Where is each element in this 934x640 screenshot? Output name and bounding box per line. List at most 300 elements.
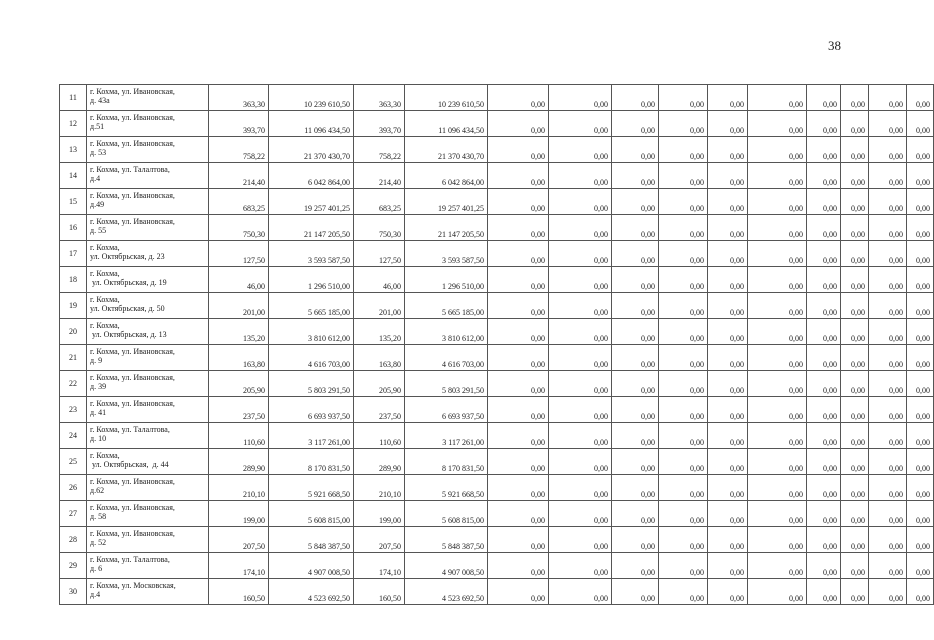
zero-value-cell: 0,00 [612, 501, 659, 527]
address-cell: г. Кохма, ул. Октябрьская, д. 50 [87, 293, 209, 319]
zero-value-cell: 0,00 [869, 267, 907, 293]
address-cell: г. Кохма, ул. Ивановская, д. 55 [87, 215, 209, 241]
zero-value-cell: 0,00 [807, 449, 841, 475]
cost-cell-2: 6 693 937,50 [405, 397, 488, 423]
area-cell-2: 683,25 [354, 189, 405, 215]
zero-value-cell: 0,00 [708, 215, 748, 241]
zero-value-cell: 0,00 [748, 423, 807, 449]
zero-value-cell: 0,00 [549, 501, 612, 527]
area-cell: 199,00 [209, 501, 269, 527]
zero-value-cell: 0,00 [488, 267, 549, 293]
area-cell-2: 174,10 [354, 553, 405, 579]
zero-value-cell: 0,00 [659, 111, 708, 137]
zero-value-cell: 0,00 [807, 553, 841, 579]
area-cell: 214,40 [209, 163, 269, 189]
zero-value-cell: 0,00 [612, 579, 659, 605]
zero-value-cell: 0,00 [488, 111, 549, 137]
zero-value-cell: 0,00 [841, 189, 869, 215]
zero-value-cell: 0,00 [907, 241, 934, 267]
cost-cell: 19 257 401,25 [269, 189, 354, 215]
area-cell: 205,90 [209, 371, 269, 397]
zero-value-cell: 0,00 [907, 527, 934, 553]
zero-value-cell: 0,00 [708, 137, 748, 163]
row-number: 27 [60, 501, 87, 527]
area-cell-2: 163,80 [354, 345, 405, 371]
zero-value-cell: 0,00 [659, 397, 708, 423]
zero-value-cell: 0,00 [869, 553, 907, 579]
zero-value-cell: 0,00 [708, 475, 748, 501]
table-row [60, 267, 934, 293]
zero-value-cell: 0,00 [708, 111, 748, 137]
zero-value-cell: 0,00 [708, 345, 748, 371]
zero-value-cell: 0,00 [807, 371, 841, 397]
zero-value-cell: 0,00 [748, 371, 807, 397]
zero-value-cell: 0,00 [708, 579, 748, 605]
row-number: 17 [60, 241, 87, 267]
zero-value-cell: 0,00 [907, 449, 934, 475]
zero-value-cell: 0,00 [841, 371, 869, 397]
area-cell-2: 127,50 [354, 241, 405, 267]
zero-value-cell: 0,00 [748, 241, 807, 267]
row-number: 19 [60, 293, 87, 319]
zero-value-cell: 0,00 [708, 397, 748, 423]
cost-cell: 4 907 008,50 [269, 553, 354, 579]
zero-value-cell: 0,00 [488, 189, 549, 215]
row-number: 29 [60, 553, 87, 579]
zero-value-cell: 0,00 [612, 241, 659, 267]
area-cell: 393,70 [209, 111, 269, 137]
zero-value-cell: 0,00 [841, 397, 869, 423]
zero-value-cell: 0,00 [708, 553, 748, 579]
cost-cell: 11 096 434,50 [269, 111, 354, 137]
zero-value-cell: 0,00 [841, 345, 869, 371]
zero-value-cell: 0,00 [659, 163, 708, 189]
area-cell-2: 758,22 [354, 137, 405, 163]
row-number: 18 [60, 267, 87, 293]
cost-cell: 5 848 387,50 [269, 527, 354, 553]
cost-cell-2: 21 370 430,70 [405, 137, 488, 163]
cost-cell: 21 370 430,70 [269, 137, 354, 163]
zero-value-cell: 0,00 [612, 319, 659, 345]
zero-value-cell: 0,00 [907, 371, 934, 397]
cost-cell: 3 117 261,00 [269, 423, 354, 449]
zero-value-cell: 0,00 [748, 111, 807, 137]
zero-value-cell: 0,00 [748, 553, 807, 579]
zero-value-cell: 0,00 [869, 163, 907, 189]
cost-cell: 4 523 692,50 [269, 579, 354, 605]
area-cell: 363,30 [209, 85, 269, 111]
table-row [60, 241, 934, 267]
cost-cell-2: 5 848 387,50 [405, 527, 488, 553]
zero-value-cell: 0,00 [488, 215, 549, 241]
zero-value-cell: 0,00 [612, 163, 659, 189]
zero-value-cell: 0,00 [549, 293, 612, 319]
cost-cell: 5 665 185,00 [269, 293, 354, 319]
zero-value-cell: 0,00 [869, 215, 907, 241]
zero-value-cell: 0,00 [869, 319, 907, 345]
zero-value-cell: 0,00 [907, 215, 934, 241]
zero-value-cell: 0,00 [841, 423, 869, 449]
address-cell: г. Кохма, ул. Октябрьская, д. 13 [87, 319, 209, 345]
zero-value-cell: 0,00 [549, 189, 612, 215]
zero-value-cell: 0,00 [748, 85, 807, 111]
zero-value-cell: 0,00 [549, 579, 612, 605]
zero-value-cell: 0,00 [807, 527, 841, 553]
cost-cell-2: 11 096 434,50 [405, 111, 488, 137]
address-cell: г. Кохма, ул. Ивановская, д. 58 [87, 501, 209, 527]
zero-value-cell: 0,00 [907, 423, 934, 449]
area-cell: 750,30 [209, 215, 269, 241]
page-number: 38 [828, 38, 841, 53]
area-cell: 207,50 [209, 527, 269, 553]
zero-value-cell: 0,00 [807, 163, 841, 189]
address-cell: г. Кохма, ул. Талалтова, д. 10 [87, 423, 209, 449]
zero-value-cell: 0,00 [708, 189, 748, 215]
area-cell-2: 110,60 [354, 423, 405, 449]
cost-cell-2: 3 117 261,00 [405, 423, 488, 449]
zero-value-cell: 0,00 [907, 501, 934, 527]
zero-value-cell: 0,00 [488, 475, 549, 501]
zero-value-cell: 0,00 [612, 137, 659, 163]
zero-value-cell: 0,00 [549, 241, 612, 267]
zero-value-cell: 0,00 [869, 501, 907, 527]
zero-value-cell: 0,00 [488, 553, 549, 579]
zero-value-cell: 0,00 [612, 111, 659, 137]
zero-value-cell: 0,00 [549, 449, 612, 475]
address-cell: г. Кохма, ул. Ивановская, д. 9 [87, 345, 209, 371]
row-number: 16 [60, 215, 87, 241]
zero-value-cell: 0,00 [907, 397, 934, 423]
zero-value-cell: 0,00 [659, 475, 708, 501]
cost-cell-2: 5 921 668,50 [405, 475, 488, 501]
zero-value-cell: 0,00 [748, 527, 807, 553]
zero-value-cell: 0,00 [841, 163, 869, 189]
zero-value-cell: 0,00 [807, 319, 841, 345]
zero-value-cell: 0,00 [869, 423, 907, 449]
zero-value-cell: 0,00 [612, 475, 659, 501]
address-cell: г. Кохма, ул. Ивановская, д. 43а [87, 85, 209, 111]
address-cell: г. Кохма, ул. Октябрьская, д. 23 [87, 241, 209, 267]
zero-value-cell: 0,00 [488, 345, 549, 371]
zero-value-cell: 0,00 [612, 215, 659, 241]
row-number: 28 [60, 527, 87, 553]
zero-value-cell: 0,00 [659, 267, 708, 293]
zero-value-cell: 0,00 [869, 241, 907, 267]
area-cell: 135,20 [209, 319, 269, 345]
row-number: 15 [60, 189, 87, 215]
cost-cell: 10 239 610,50 [269, 85, 354, 111]
cost-cell: 1 296 510,00 [269, 267, 354, 293]
address-cell: г. Кохма, ул. Ивановская, д. 52 [87, 527, 209, 553]
zero-value-cell: 0,00 [841, 319, 869, 345]
zero-value-cell: 0,00 [612, 267, 659, 293]
table-row [60, 423, 934, 449]
area-cell-2: 214,40 [354, 163, 405, 189]
cost-cell-2: 3 593 587,50 [405, 241, 488, 267]
zero-value-cell: 0,00 [907, 189, 934, 215]
zero-value-cell: 0,00 [841, 501, 869, 527]
zero-value-cell: 0,00 [708, 527, 748, 553]
area-cell-2: 393,70 [354, 111, 405, 137]
area-cell-2: 201,00 [354, 293, 405, 319]
table-row [60, 163, 934, 189]
cost-cell-2: 5 665 185,00 [405, 293, 488, 319]
zero-value-cell: 0,00 [612, 85, 659, 111]
zero-value-cell: 0,00 [841, 137, 869, 163]
cost-cell-2: 19 257 401,25 [405, 189, 488, 215]
area-cell: 289,90 [209, 449, 269, 475]
zero-value-cell: 0,00 [841, 579, 869, 605]
zero-value-cell: 0,00 [659, 241, 708, 267]
cost-cell: 8 170 831,50 [269, 449, 354, 475]
cost-cell-2: 4 616 703,00 [405, 345, 488, 371]
address-cell: г. Кохма, ул. Ивановская, д.51 [87, 111, 209, 137]
housing-table [59, 84, 934, 605]
zero-value-cell: 0,00 [748, 137, 807, 163]
address-cell: г. Кохма, ул. Ивановская, д.49 [87, 189, 209, 215]
table-row [60, 397, 934, 423]
cost-cell: 5 921 668,50 [269, 475, 354, 501]
zero-value-cell: 0,00 [907, 111, 934, 137]
zero-value-cell: 0,00 [549, 397, 612, 423]
row-number: 14 [60, 163, 87, 189]
zero-value-cell: 0,00 [488, 319, 549, 345]
address-cell: г. Кохма, ул. Талалтова, д.4 [87, 163, 209, 189]
row-number: 26 [60, 475, 87, 501]
area-cell: 201,00 [209, 293, 269, 319]
zero-value-cell: 0,00 [549, 527, 612, 553]
zero-value-cell: 0,00 [659, 189, 708, 215]
zero-value-cell: 0,00 [748, 449, 807, 475]
area-cell-2: 205,90 [354, 371, 405, 397]
zero-value-cell: 0,00 [488, 371, 549, 397]
area-cell-2: 210,10 [354, 475, 405, 501]
zero-value-cell: 0,00 [907, 137, 934, 163]
table-row [60, 501, 934, 527]
address-cell: г. Кохма, ул. Ивановская, д. 53 [87, 137, 209, 163]
zero-value-cell: 0,00 [841, 111, 869, 137]
zero-value-cell: 0,00 [748, 319, 807, 345]
zero-value-cell: 0,00 [549, 111, 612, 137]
area-cell-2: 363,30 [354, 85, 405, 111]
zero-value-cell: 0,00 [612, 449, 659, 475]
cost-cell: 5 608 815,00 [269, 501, 354, 527]
row-number: 23 [60, 397, 87, 423]
zero-value-cell: 0,00 [708, 449, 748, 475]
zero-value-cell: 0,00 [807, 111, 841, 137]
cost-cell: 6 693 937,50 [269, 397, 354, 423]
area-cell-2: 289,90 [354, 449, 405, 475]
zero-value-cell: 0,00 [748, 397, 807, 423]
zero-value-cell: 0,00 [612, 527, 659, 553]
address-cell: г. Кохма, ул. Октябрьская, д. 19 [87, 267, 209, 293]
zero-value-cell: 0,00 [748, 345, 807, 371]
zero-value-cell: 0,00 [869, 137, 907, 163]
area-cell: 174,10 [209, 553, 269, 579]
table-row [60, 85, 934, 111]
table-body [60, 85, 934, 605]
area-cell: 160,50 [209, 579, 269, 605]
zero-value-cell: 0,00 [869, 449, 907, 475]
zero-value-cell: 0,00 [549, 319, 612, 345]
zero-value-cell: 0,00 [907, 85, 934, 111]
area-cell-2: 160,50 [354, 579, 405, 605]
area-cell-2: 46,00 [354, 267, 405, 293]
zero-value-cell: 0,00 [612, 423, 659, 449]
zero-value-cell: 0,00 [748, 189, 807, 215]
row-number: 22 [60, 371, 87, 397]
table-row [60, 137, 934, 163]
zero-value-cell: 0,00 [659, 501, 708, 527]
zero-value-cell: 0,00 [488, 579, 549, 605]
zero-value-cell: 0,00 [708, 163, 748, 189]
zero-value-cell: 0,00 [708, 293, 748, 319]
zero-value-cell: 0,00 [488, 241, 549, 267]
table-row [60, 215, 934, 241]
zero-value-cell: 0,00 [807, 189, 841, 215]
zero-value-cell: 0,00 [659, 85, 708, 111]
zero-value-cell: 0,00 [612, 397, 659, 423]
zero-value-cell: 0,00 [907, 267, 934, 293]
cost-cell-2: 4 523 692,50 [405, 579, 488, 605]
zero-value-cell: 0,00 [549, 371, 612, 397]
address-cell: г. Кохма, ул. Октябрьская, д. 44 [87, 449, 209, 475]
address-cell: г. Кохма, ул. Ивановская, д. 41 [87, 397, 209, 423]
zero-value-cell: 0,00 [869, 397, 907, 423]
zero-value-cell: 0,00 [549, 85, 612, 111]
zero-value-cell: 0,00 [869, 85, 907, 111]
zero-value-cell: 0,00 [659, 293, 708, 319]
area-cell: 110,60 [209, 423, 269, 449]
cost-cell: 6 042 864,00 [269, 163, 354, 189]
area-cell: 127,50 [209, 241, 269, 267]
area-cell: 46,00 [209, 267, 269, 293]
area-cell-2: 207,50 [354, 527, 405, 553]
zero-value-cell: 0,00 [841, 267, 869, 293]
zero-value-cell: 0,00 [841, 527, 869, 553]
zero-value-cell: 0,00 [807, 85, 841, 111]
zero-value-cell: 0,00 [807, 215, 841, 241]
address-cell: г. Кохма, ул. Ивановская, д.62 [87, 475, 209, 501]
zero-value-cell: 0,00 [807, 345, 841, 371]
zero-value-cell: 0,00 [488, 501, 549, 527]
zero-value-cell: 0,00 [841, 241, 869, 267]
zero-value-cell: 0,00 [659, 371, 708, 397]
zero-value-cell: 0,00 [748, 579, 807, 605]
cost-cell-2: 8 170 831,50 [405, 449, 488, 475]
row-number: 30 [60, 579, 87, 605]
area-cell: 683,25 [209, 189, 269, 215]
zero-value-cell: 0,00 [748, 475, 807, 501]
zero-value-cell: 0,00 [612, 293, 659, 319]
cost-cell-2: 4 907 008,50 [405, 553, 488, 579]
zero-value-cell: 0,00 [549, 267, 612, 293]
table-row [60, 475, 934, 501]
area-cell-2: 237,50 [354, 397, 405, 423]
zero-value-cell: 0,00 [549, 215, 612, 241]
zero-value-cell: 0,00 [869, 371, 907, 397]
cost-cell: 3 593 587,50 [269, 241, 354, 267]
table-row [60, 111, 934, 137]
zero-value-cell: 0,00 [488, 163, 549, 189]
zero-value-cell: 0,00 [807, 579, 841, 605]
cost-cell-2: 10 239 610,50 [405, 85, 488, 111]
address-cell: г. Кохма, ул. Московская, д.4 [87, 579, 209, 605]
address-cell: г. Кохма, ул. Ивановская, д. 39 [87, 371, 209, 397]
cost-cell-2: 21 147 205,50 [405, 215, 488, 241]
area-cell: 237,50 [209, 397, 269, 423]
zero-value-cell: 0,00 [708, 371, 748, 397]
zero-value-cell: 0,00 [841, 85, 869, 111]
zero-value-cell: 0,00 [549, 163, 612, 189]
area-cell: 758,22 [209, 137, 269, 163]
zero-value-cell: 0,00 [869, 293, 907, 319]
zero-value-cell: 0,00 [549, 345, 612, 371]
row-number: 12 [60, 111, 87, 137]
area-cell-2: 750,30 [354, 215, 405, 241]
zero-value-cell: 0,00 [612, 553, 659, 579]
cost-cell-2: 5 803 291,50 [405, 371, 488, 397]
area-cell: 163,80 [209, 345, 269, 371]
zero-value-cell: 0,00 [488, 137, 549, 163]
zero-value-cell: 0,00 [841, 449, 869, 475]
zero-value-cell: 0,00 [807, 241, 841, 267]
zero-value-cell: 0,00 [659, 423, 708, 449]
cost-cell: 5 803 291,50 [269, 371, 354, 397]
zero-value-cell: 0,00 [748, 267, 807, 293]
zero-value-cell: 0,00 [612, 345, 659, 371]
table-row [60, 579, 934, 605]
cost-cell: 21 147 205,50 [269, 215, 354, 241]
zero-value-cell: 0,00 [549, 475, 612, 501]
zero-value-cell: 0,00 [907, 163, 934, 189]
zero-value-cell: 0,00 [549, 423, 612, 449]
table-row [60, 345, 934, 371]
zero-value-cell: 0,00 [488, 85, 549, 111]
zero-value-cell: 0,00 [488, 423, 549, 449]
zero-value-cell: 0,00 [659, 215, 708, 241]
area-cell: 210,10 [209, 475, 269, 501]
zero-value-cell: 0,00 [841, 215, 869, 241]
zero-value-cell: 0,00 [807, 267, 841, 293]
zero-value-cell: 0,00 [708, 501, 748, 527]
area-cell-2: 135,20 [354, 319, 405, 345]
zero-value-cell: 0,00 [841, 475, 869, 501]
zero-value-cell: 0,00 [869, 579, 907, 605]
zero-value-cell: 0,00 [659, 553, 708, 579]
table-row [60, 449, 934, 475]
zero-value-cell: 0,00 [708, 85, 748, 111]
cost-cell-2: 5 608 815,00 [405, 501, 488, 527]
zero-value-cell: 0,00 [748, 293, 807, 319]
zero-value-cell: 0,00 [748, 501, 807, 527]
zero-value-cell: 0,00 [708, 267, 748, 293]
zero-value-cell: 0,00 [907, 579, 934, 605]
cost-cell-2: 3 810 612,00 [405, 319, 488, 345]
zero-value-cell: 0,00 [659, 449, 708, 475]
zero-value-cell: 0,00 [659, 527, 708, 553]
zero-value-cell: 0,00 [869, 345, 907, 371]
zero-value-cell: 0,00 [488, 397, 549, 423]
zero-value-cell: 0,00 [708, 241, 748, 267]
zero-value-cell: 0,00 [907, 475, 934, 501]
row-number: 21 [60, 345, 87, 371]
area-cell-2: 199,00 [354, 501, 405, 527]
zero-value-cell: 0,00 [549, 553, 612, 579]
zero-value-cell: 0,00 [807, 475, 841, 501]
zero-value-cell: 0,00 [807, 501, 841, 527]
cost-cell-2: 6 042 864,00 [405, 163, 488, 189]
